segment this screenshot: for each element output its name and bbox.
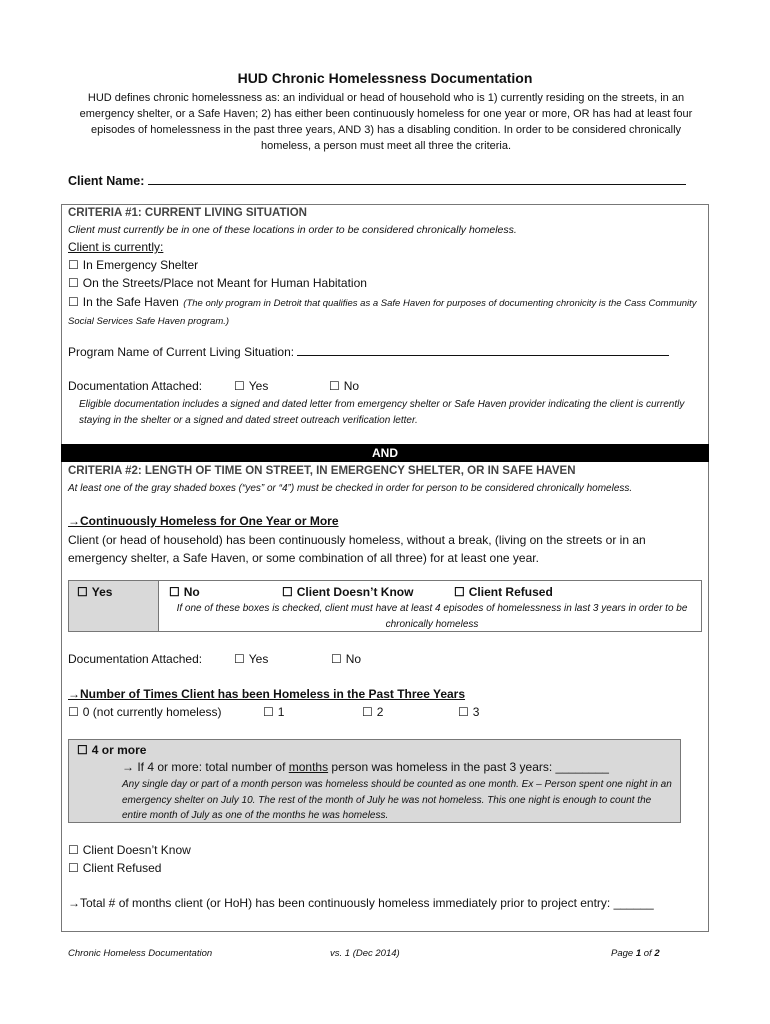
continuous-answer-table [68,580,702,632]
checkbox-icon[interactable]: ☐ [68,861,79,875]
client-is-label: Client is currently: [68,240,164,254]
criteria2-note: At least one of the gray shaded boxes (“yes” or “4”) must be checked in order for person to be considered chronically homeless. [68,483,633,494]
checkbox-icon[interactable]: ☐ [331,652,342,666]
continuous-no[interactable]: ☐ No [169,585,200,599]
four-or-more-box [68,739,681,823]
months-question: → If 4 or more: total number of months person was homeless in the past 3 years: ________ [122,760,609,774]
checkbox-icon[interactable]: ☐ [68,258,79,272]
option-emergency-shelter[interactable]: ☐ In Emergency Shelter [68,258,199,272]
continuous-yes[interactable]: ☐ Yes [69,581,159,631]
checkbox-icon[interactable]: ☐ [329,379,340,393]
times-option-2[interactable]: ☐ 2 [362,705,384,719]
refused-option[interactable]: ☐ Client Refused [68,861,162,875]
criteria1-note: Client must currently be in one of these locations in order to be considered chronically homeless. [68,224,517,236]
episodes-note: If one of these boxes is checked, client must have at least 4 episodes of homelessness in last 3 years in order to be chronically homeless [176,603,688,630]
program-name-label: Program Name of Current Living Situation: [68,345,295,359]
criteria1-doc-no[interactable]: ☐ No [329,379,360,393]
criteria2-doc-yes[interactable]: ☐ Yes [234,652,269,666]
continuous-refused[interactable]: ☐ Client Refused [454,585,553,599]
times-heading: →Number of Times Client has been Homeless in the Past Three Years [68,687,466,701]
criteria2-doc-no[interactable]: ☐ No [331,652,362,666]
continuous-text: Client (or head of household) has been continuously homeless, without a break, (living on the streets or in an emergency shelter, a Safe Haven, or some combination of all three) for at least one year. [68,533,646,565]
footer-version: vs. 1 (Dec 2014) [330,948,400,959]
checkbox-icon[interactable]: ☐ [169,585,180,599]
checkbox-icon[interactable]: ☐ [68,295,79,309]
checkbox-icon[interactable]: ☐ [263,705,274,719]
total-months-row: →Total # of months client (or HoH) has been continuously homeless immediately prior to project entry: ______ [68,896,654,910]
checkbox-icon[interactable]: ☐ [77,743,88,757]
option-safe-haven[interactable]: ☐ In the Safe Haven (The only program in Detroit that qualifies as a Safe Haven for purposes of documenting chronicity is the Cass Community Social Services Safe Haven program.) [68,295,697,327]
criteria1-doc-note: Eligible documentation includes a signed and dated letter from emergency shelter or Safe Haven provider indicating the client is currently staying in the shelter or a signed and dated street outreach verification letter. [79,399,685,426]
intro-paragraph: HUD defines chronic homelessness as: an individual or head of household who is 1) currently residing on the streets, in an emergency shelter, or a Safe Haven; 2) has either been continuously homeless for one year or more, OR has had at least four episodes of homelessness in the past three years, AND 3) has a disabling condition. In order to be considered chronically homeless, a person must meet all three the criteria. [79,92,693,152]
program-name-field[interactable] [297,344,669,356]
times-option-0[interactable]: ☐ 0 (not currently homeless) [68,705,222,719]
checkbox-icon[interactable]: ☐ [68,843,79,857]
safe-haven-note: (The only program in Detroit that qualifies as a Safe Haven for purposes of documenting chronicity is the Cass Community Social Services Safe Haven program.) [68,298,697,327]
checkbox-icon[interactable]: ☐ [282,585,293,599]
dont-know-option[interactable]: ☐ Client Doesn’t Know [68,843,191,857]
months-note: Any single day or part of a month person was homeless should be counted as one month. Ex – Person spent one night in an emergency shelter on July 10. The rest of the month of July he was not homeless. This one night is enough to count the entire month of July as one of the months he was homeless. [122,779,672,821]
continuous-heading: →Continuously Homeless for One Year or More [68,514,339,528]
checkbox-icon[interactable]: ☐ [234,379,245,393]
continuous-dont-know[interactable]: ☐ Client Doesn’t Know [282,585,414,599]
checkbox-icon[interactable]: ☐ [68,705,79,719]
criteria1-doc-label: Documentation Attached: [68,379,203,393]
document-title: HUD Chronic Homelessness Documentation [237,70,533,86]
checkbox-icon[interactable]: ☐ [454,585,465,599]
criteria1-heading: CRITERIA #1: CURRENT LIVING SITUATION [68,207,307,219]
client-name-row [68,172,686,188]
checkbox-icon[interactable]: ☐ [234,652,245,666]
footer-title: Chronic Homeless Documentation [68,948,213,959]
and-bar: AND [61,444,709,462]
criteria1-doc-yes[interactable]: ☐ Yes [234,379,269,393]
checkbox-icon[interactable]: ☐ [68,276,79,290]
checkbox-icon[interactable]: ☐ [458,705,469,719]
client-name-field[interactable] [148,172,686,185]
checkbox-icon[interactable]: ☐ [77,585,88,599]
checkbox-icon[interactable]: ☐ [362,705,373,719]
four-or-more-option[interactable]: ☐ 4 or more [77,743,147,757]
criteria2-heading: CRITERIA #2: LENGTH OF TIME ON STREET, IN EMERGENCY SHELTER, OR IN SAFE HAVEN [68,465,576,477]
footer-page: Page 1 of 2 [611,948,660,959]
times-option-3[interactable]: ☐ 3 [458,705,480,719]
program-name-row [68,344,669,359]
client-name-label: Client Name: [68,174,145,188]
option-streets[interactable]: ☐ On the Streets/Place not Meant for Human Habitation [68,276,367,290]
times-option-1[interactable]: ☐ 1 [263,705,285,719]
criteria2-doc-label: Documentation Attached: [68,652,203,666]
